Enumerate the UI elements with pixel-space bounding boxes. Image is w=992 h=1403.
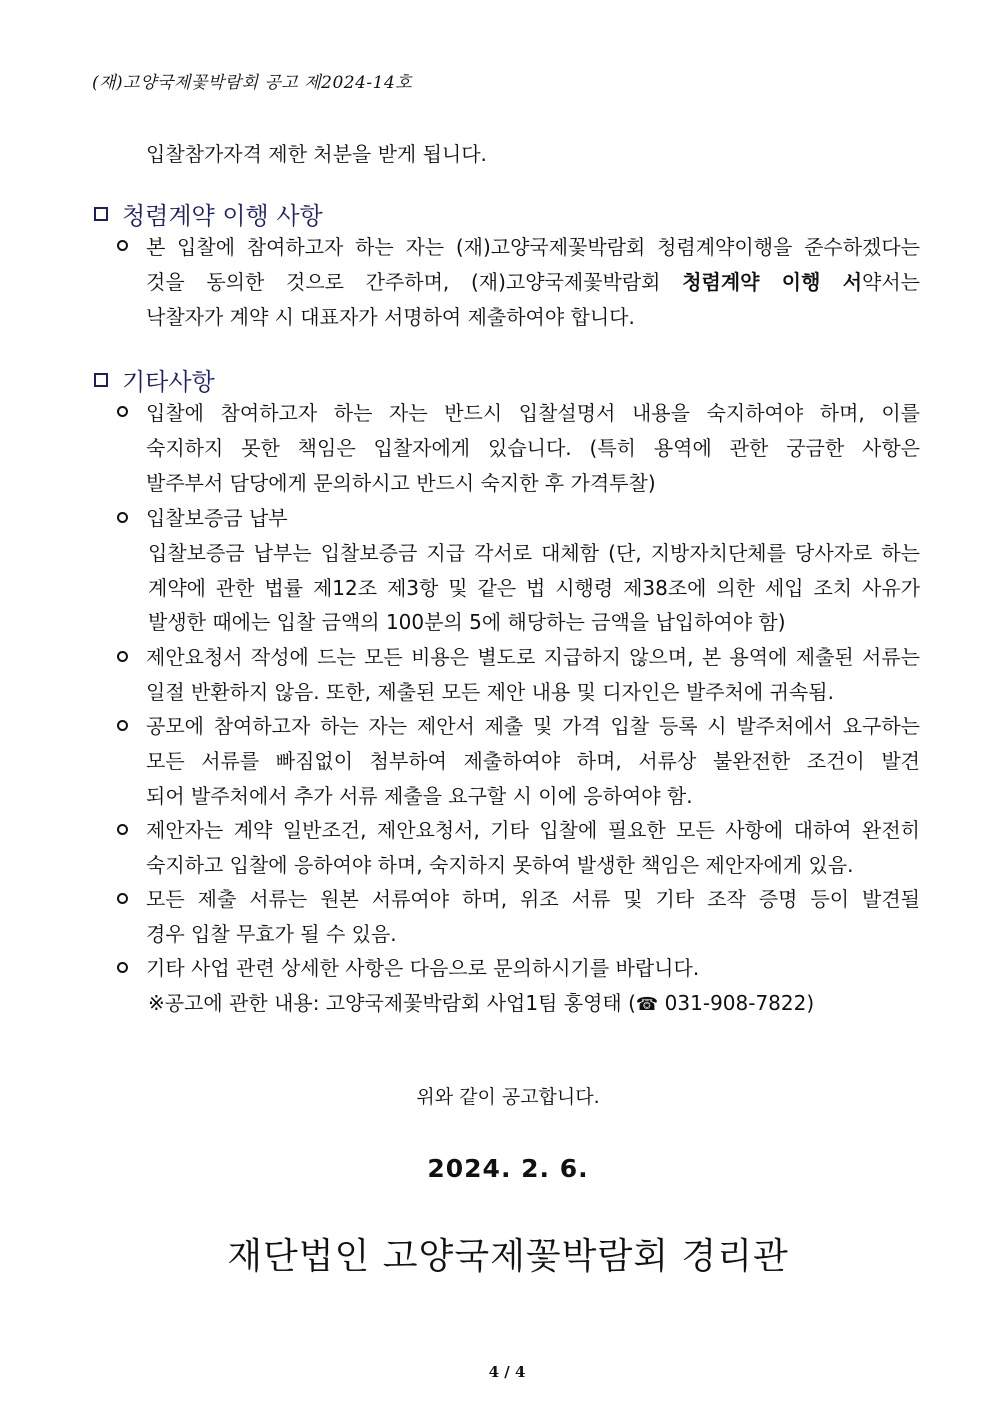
paragraph-line: 계약에 관한 법률 제12조 제3항 및 같은 법 시행령 제38조에 의한 세입 조치 사유가 [148,576,920,600]
circle-bullet-icon [117,651,128,662]
circle-bullet-icon [117,512,128,523]
page-number: 4 / 4 [488,1363,526,1381]
paragraph-line: 기타 사업 관련 상세한 사항은 다음으로 문의하시기를 바랍니다. [146,956,700,980]
paragraph-line: 입찰보증금 납부 [146,506,288,530]
intro-line: 입찰참가자격 제한 처분을 받게 됩니다. [146,142,487,166]
circle-bullet-icon [117,893,128,904]
section-title: 청렴계약 이행 사항 [122,202,323,230]
circle-bullet-icon [117,962,128,973]
paragraph-line: 낙찰자가 계약 시 대표자가 서명하여 제출하여야 합니다. [146,305,635,329]
section-title: 기타사항 [122,368,215,396]
section-heading-integrity [94,196,323,231]
circle-bullet-icon [117,240,128,251]
circle-bullet-icon [117,720,128,731]
paragraph-line: 공모에 참여하고자 하는 자는 제안서 제출 및 가격 입찰 등록 시 발주처에서 요구하는 [146,714,920,738]
paragraph-line: 되어 발주처에서 추가 서류 제출을 요구할 시 이에 응하여야 함. [146,784,693,808]
paragraph-line: 입찰에 참여하고자 하는 자는 반드시 입찰설명서 내용을 숙지하여야 하며, 이를 [146,401,920,425]
paragraph-line: 모든 제출 서류는 원본 서류여야 하며, 위조 서류 및 기타 조작 증명 등이 발견될 [146,887,920,911]
paragraph-line: 경우 입찰 무효가 될 수 있음. [146,922,397,946]
text-segment: 것을 동의한 것으로 간주하며, (재)고양국제꽃박람회 [146,270,661,294]
circle-bullet-icon [117,406,128,417]
text-segment: 약서는 [862,270,921,294]
circle-bullet-icon [117,824,128,835]
closing-statement: 위와 같이 공고합니다. [416,1086,600,1108]
paragraph-line: 일절 반환하지 않음. 또한, 제출된 모든 제안 내용 및 디자인은 발주처에 귀속됨. [146,680,834,704]
paragraph-line: 발생한 때에는 입찰 금액의 100분의 5에 해당하는 금액을 납입하여야 함) [148,610,786,634]
notice-reference: (재)고양국제꽃박람회 공고 제2024-14호 [92,73,413,93]
contact-prefix: ※공고에 관한 내용: 고양국제꽃박람회 사업1팀 홍영태 ( [148,991,636,1015]
section-heading-misc [94,362,215,397]
paragraph-line: 발주부서 담당에게 문의하시고 반드시 숙지한 후 가격투찰) [146,471,656,495]
paragraph-line: 모든 서류를 빠짐없이 첨부하여 제출하여야 하며, 서류상 불완전한 조건이 발견 [146,749,920,773]
square-bullet-icon [94,207,108,221]
paragraph-line: 제안자는 계약 일반조건, 제안요청서, 기타 입찰에 필요한 모든 사항에 대하여 완전히 [146,818,920,842]
announcement-date: 2024. 2. 6. [427,1154,589,1183]
paragraph-line: 제안요청서 작성에 드는 모든 비용은 별도로 지급하지 않으며, 본 용역에 제출된 서류는 [146,645,920,669]
paragraph-line: 입찰보증금 납부는 입찰보증금 지급 각서로 대체함 (단, 지방자치단체를 당사자로 하는 [148,541,920,565]
bold-text-segment: 청렴계약 이행 서 [682,270,863,294]
paragraph-line: 본 입찰에 참여하고자 하는 자는 (재)고양국제꽃박람회 청렴계약이행을 준수하겠다는 [146,235,920,259]
square-bullet-icon [94,373,108,387]
paragraph-line: 숙지하지 못한 책임은 입찰자에게 있습니다. (특히 용역에 관한 궁금한 사항은 [146,436,920,460]
phone-icon: ☎ [635,994,659,1015]
organization-signature: 재단법인 고양국제꽃박람회 경리관 [227,1236,789,1277]
paragraph-line-mixed [146,272,920,292]
contact-line [148,993,814,1014]
paragraph-line: 숙지하고 입찰에 응하여야 하며, 숙지하지 못하여 발생한 책임은 제안자에게 있음. [146,853,854,877]
contact-phone: 031-908-7822) [664,991,815,1015]
